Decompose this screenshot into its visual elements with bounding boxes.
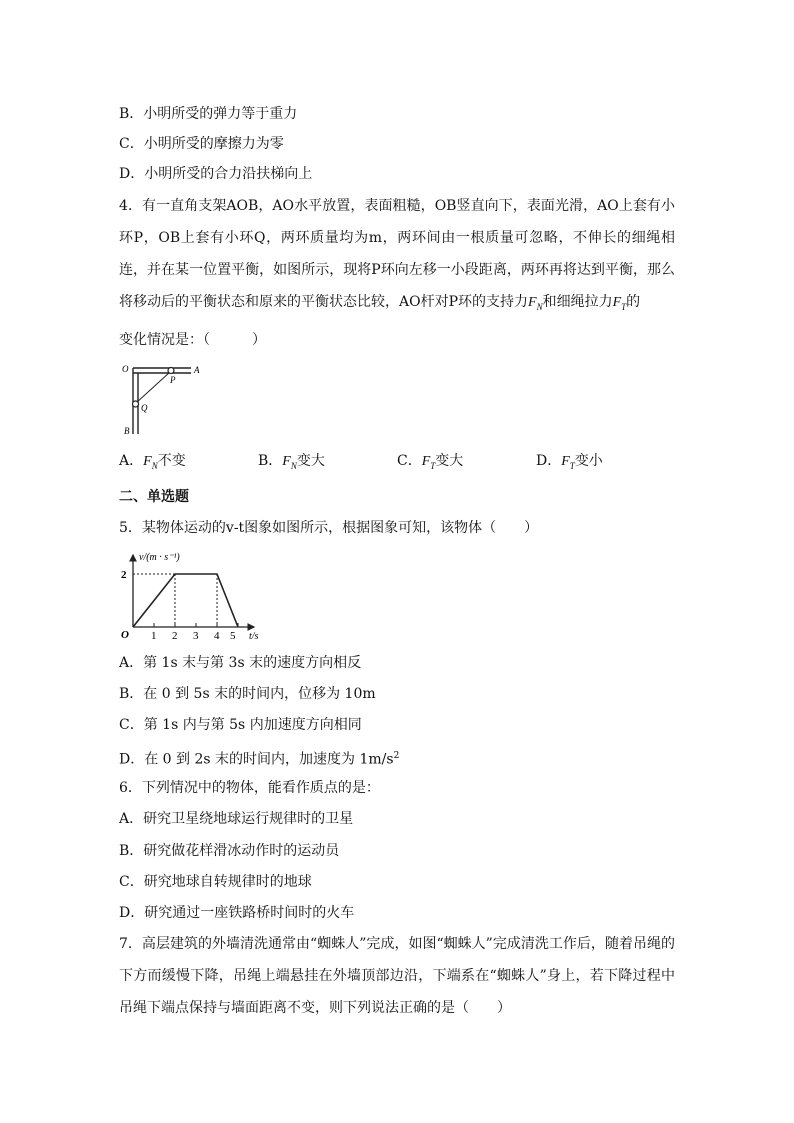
ft-symbol: $F_T$ xyxy=(612,295,627,312)
option-text: 变大 xyxy=(435,453,464,469)
q3-option-c: C．小明所受的摩擦力为零 xyxy=(119,136,284,152)
x-tick-label: 3 xyxy=(193,630,199,641)
q3-option-b: B．小明所受的弹力等于重力 xyxy=(119,106,298,122)
section-heading: 二、单选题 xyxy=(119,489,189,505)
q6-option-c: C．研究地球自转规律时的地球 xyxy=(119,874,312,890)
fn-symbol xyxy=(282,454,297,469)
q4-stem-text-3: 的 xyxy=(626,294,641,310)
y-axis-label: v/(m · s⁻¹) xyxy=(139,552,180,563)
label-a: A xyxy=(194,365,200,375)
origin-label: O xyxy=(121,629,129,641)
option-prefix: D． xyxy=(536,453,562,469)
q3-option-d: D．小明所受的合力沿扶梯向上 xyxy=(119,166,313,182)
fn-symbol: $F_N$ xyxy=(528,295,543,312)
q4-stem xyxy=(119,190,675,323)
q4-option-d xyxy=(536,451,603,476)
x-tick-label: 2 xyxy=(172,630,178,641)
label-o: O xyxy=(122,364,129,374)
q6-option-a: A．研究卫星绕地球运行规律时的卫星 xyxy=(119,811,354,827)
x-tick-label: 4 xyxy=(214,630,220,641)
q5-option-c: C．第 1s 内与第 5s 内加速度方向相同 xyxy=(119,717,362,733)
label-q: Q xyxy=(141,403,148,413)
option-prefix: C． xyxy=(397,453,422,469)
q5-option-a: A．第 1s 末与第 3s 末的速度方向相反 xyxy=(119,655,362,671)
q6-option-b: B．研究做花样滑冰动作时的运动员 xyxy=(119,843,340,859)
x-tick-label: 1 xyxy=(151,630,157,641)
q4-figure-frame xyxy=(119,360,209,438)
q5-vt-graph xyxy=(118,549,268,641)
symbol: F xyxy=(143,454,152,469)
q5-stem: 5．某物体运动的v-t图象如图所示，根据图象可知，该物体（ ） xyxy=(119,520,539,536)
x-tick-label: 5 xyxy=(230,630,236,641)
ft-symbol xyxy=(422,454,436,469)
q4-stem-text: 4．有一直角支架AOB，AO水平放置，表面粗糙，OB竖直向下，表面光滑，AO上套有小环P，OB上套有小环Q，两环质量均为m，两环间由一根质量可忽略，不伸长的细绳相连，并在某一位置平衡，如图所示，现将P环向左移一小段距离，两环再将达到平衡，那么将移动后的平衡状态和原来的平衡状态比较，AO杆对P环的支持力 xyxy=(119,198,675,310)
symbol: F xyxy=(421,454,431,469)
symbol-sub: N xyxy=(290,460,297,471)
symbol-sub: T xyxy=(569,460,575,471)
y-tick-label: 2 xyxy=(121,569,127,581)
symbol-sub: T xyxy=(430,460,436,471)
q5-option-d xyxy=(119,746,399,770)
q5-option-d-text: D．在 0 到 2s 末的时间内，加速度为 1m/s xyxy=(119,751,394,768)
symbol: F xyxy=(282,454,291,469)
label-p: P xyxy=(170,375,176,385)
option-prefix: A． xyxy=(119,453,144,469)
symbol-sub: N xyxy=(151,460,158,471)
x-axis-label: t/s xyxy=(249,631,259,641)
q4-option-b xyxy=(258,451,325,476)
q4-stem-text-2: 和细绳拉力 xyxy=(542,294,613,310)
option-text: 变大 xyxy=(296,453,325,469)
symbol: F xyxy=(561,454,570,469)
ft-symbol xyxy=(561,454,575,469)
vt-line xyxy=(133,574,238,627)
q4-stem-line2: 变化情况是：（ ） xyxy=(119,332,266,348)
option-text: 变小 xyxy=(574,453,603,469)
fn-symbol xyxy=(143,454,158,469)
q4-option-c xyxy=(397,451,463,476)
label-b: B xyxy=(124,426,130,436)
q6-stem: 6．下列情况中的物体，能看作质点的是： xyxy=(119,780,380,796)
option-prefix: B． xyxy=(258,453,283,469)
q5-option-d-exponent: 2 xyxy=(393,751,400,761)
option-text: 不变 xyxy=(157,453,186,469)
q5-option-b: B．在 0 到 5s 末的时间内，位移为 10m xyxy=(119,686,376,702)
q7-stem: 7．高层建筑的外墙清洗通常由“蜘蛛人”完成，如图“蜘蛛人”完成清洗工作后，随着吊绳的下方而缓慢下降，吊绳上端悬挂在外墙顶部边沿，下端系在“蜘蛛人”身上，若下降过程中吊绳下端点保持与墙面距离不变，则下列说法正确的是（ ） xyxy=(119,936,675,1016)
q6-option-d: D．研究通过一座铁路桥时间时的火车 xyxy=(119,905,355,921)
q4-option-a xyxy=(119,451,186,476)
